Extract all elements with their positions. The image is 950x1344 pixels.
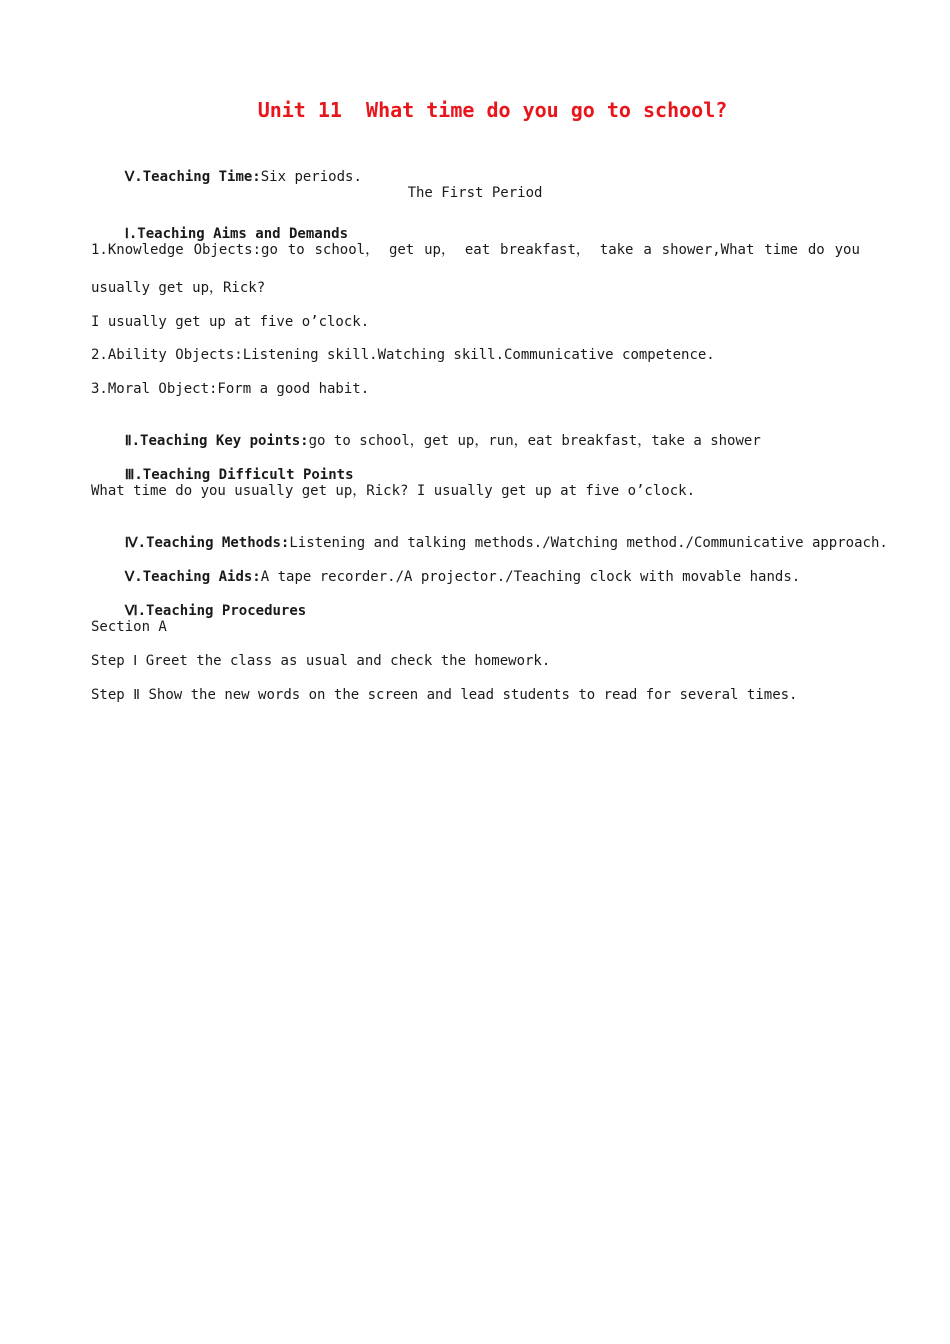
key-points-label: Ⅱ.Teaching Key points: xyxy=(124,433,309,449)
aims-heading-text: Ⅰ.Teaching Aims and Demands xyxy=(124,226,348,242)
knowledge-word: Objects:go xyxy=(193,242,278,258)
teaching-time-label: Ⅴ.Teaching Time: xyxy=(124,169,261,185)
knowledge-word: take xyxy=(599,242,634,258)
knowledge-word: 1.Knowledge xyxy=(91,242,184,258)
section-a-label: Section A xyxy=(91,619,167,635)
knowledge-objects-line-3: I usually get up at five o’clock. xyxy=(91,314,370,330)
step-2-line: Step Ⅱ Show the new words on the screen and lead students to read for several times. xyxy=(91,687,798,703)
knowledge-word: up， xyxy=(424,242,455,258)
knowledge-word: eat xyxy=(464,242,491,258)
knowledge-word: do xyxy=(807,242,825,258)
knowledge-objects-line-1 xyxy=(91,241,860,259)
knowledge-word: a xyxy=(643,242,652,258)
methods-label: Ⅳ.Teaching Methods: xyxy=(124,535,290,551)
difficult-points-heading-text: Ⅲ.Teaching Difficult Points xyxy=(124,467,354,483)
difficult-points-value: What time do you usually get up，Rick? I usually get up at five o’clock. xyxy=(91,483,696,499)
knowledge-word: shower,What xyxy=(661,242,755,258)
document-title: Unit 11 What time do you go to school? xyxy=(257,98,728,122)
knowledge-word: time xyxy=(764,242,798,258)
methods-value: Listening and talking methods./Watching method./Communicative approach. xyxy=(289,535,888,551)
knowledge-word: get xyxy=(388,242,415,258)
step-1-line: Step Ⅰ Greet the class as usual and check the homework. xyxy=(91,653,551,669)
knowledge-word: you xyxy=(834,242,860,258)
procedures-heading-text: Ⅵ.Teaching Procedures xyxy=(124,603,307,619)
moral-object-line: 3.Moral Object:Form a good habit. xyxy=(91,381,370,397)
knowledge-objects-line-2: usually get up，Rick? xyxy=(91,280,266,296)
aids-value: A tape recorder./A projector./Teaching clock with movable hands. xyxy=(260,569,801,585)
aids-label: Ⅴ.Teaching Aids: xyxy=(124,569,261,585)
period-heading: The First Period xyxy=(407,185,543,201)
ability-objects-line: 2.Ability Objects:Listening skill.Watching skill.Communicative competence. xyxy=(91,347,715,363)
teaching-time-value: Six periods. xyxy=(260,169,362,185)
knowledge-word: to xyxy=(287,242,305,258)
knowledge-word: breakfast， xyxy=(500,242,590,258)
knowledge-word: school， xyxy=(314,242,380,258)
key-points-value: go to school，get up，run，eat breakfast，take a shower xyxy=(308,433,761,449)
